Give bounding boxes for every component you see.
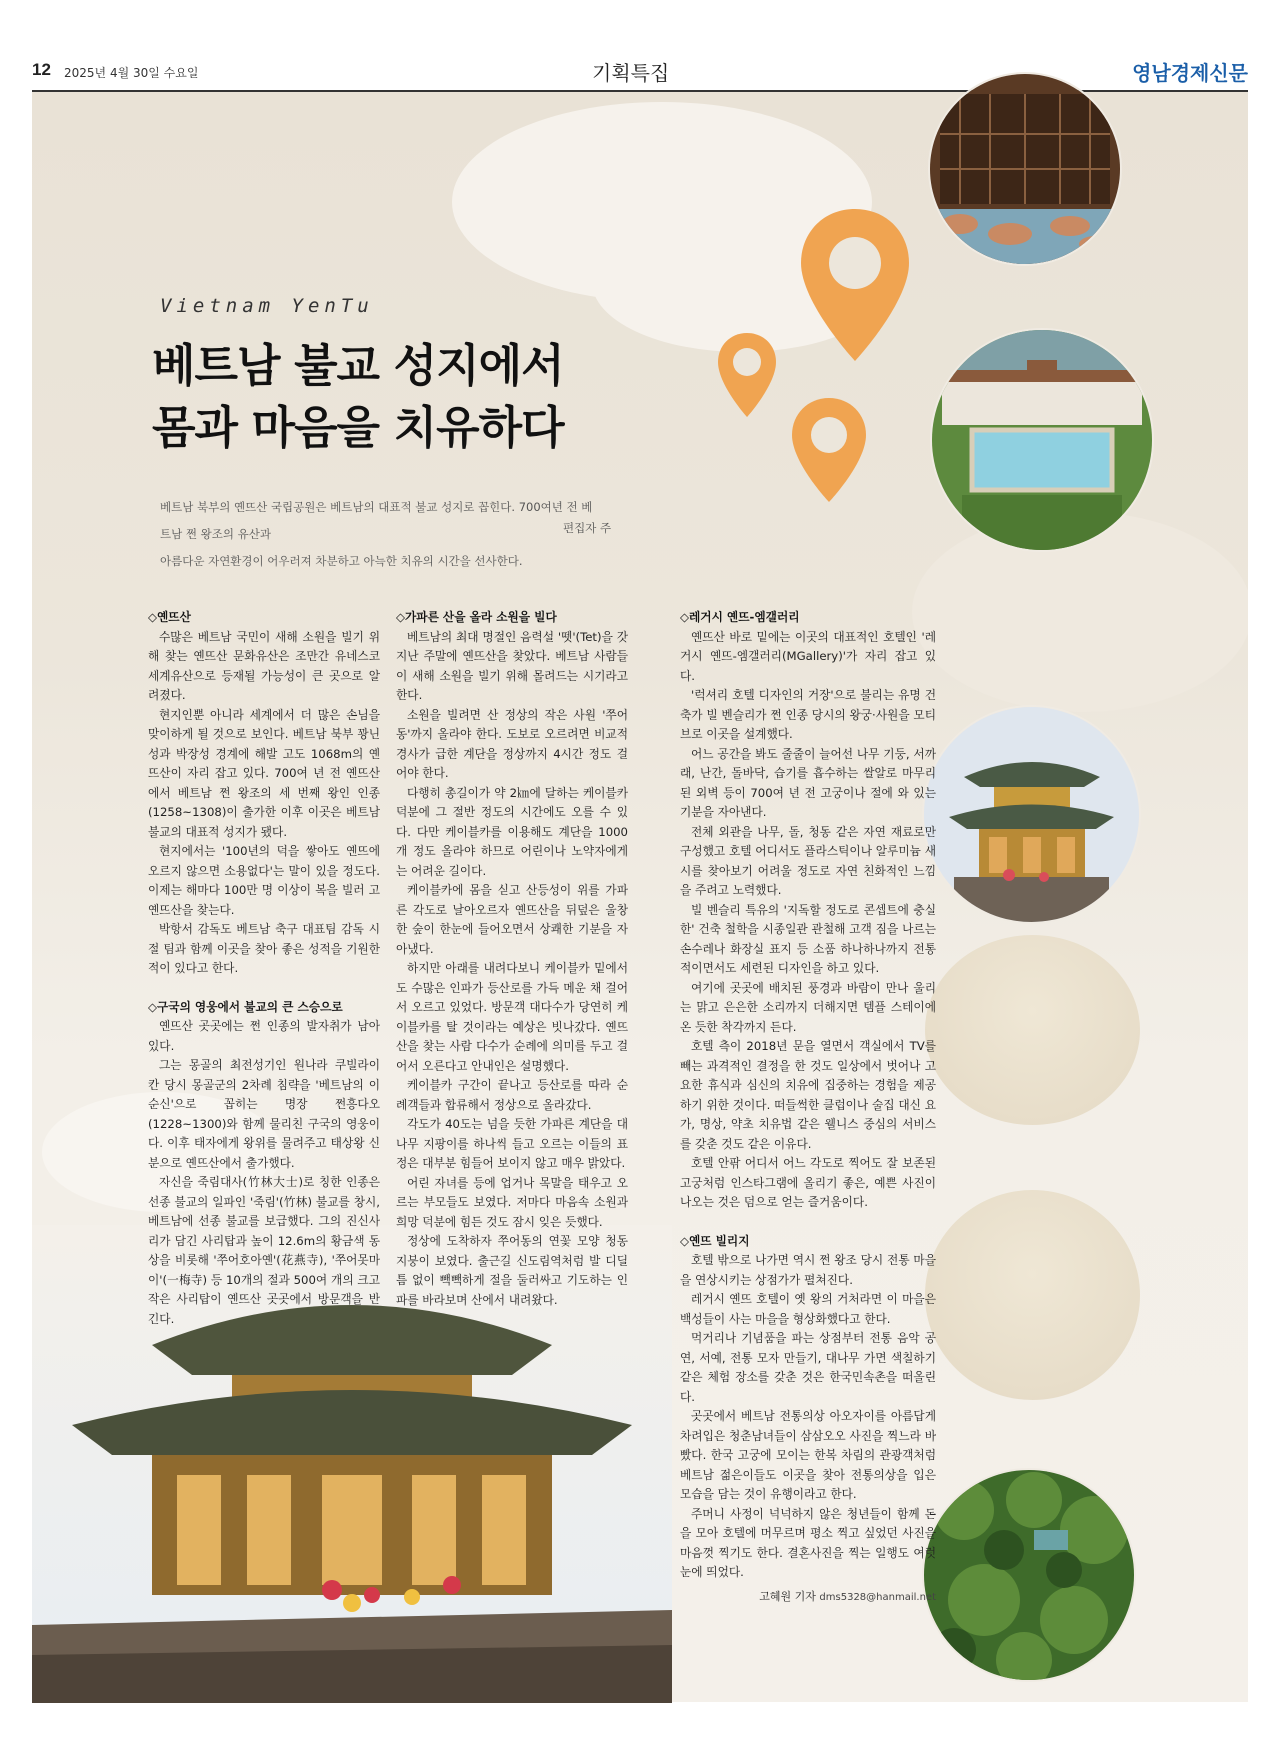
paragraph: 먹거리나 기념품을 파는 상점부터 전통 음악 공연, 서예, 전통 모자 만들기, 대나무 가면 색칠하기 같은 체험 장소를 갖춘 것은 한국민속촌을 떠올린다. <box>680 1331 936 1404</box>
paragraph: 레거시 옌뜨 호텔이 옛 왕의 거처라면 이 마을은 백성들이 사는 마을을 형상화했다고 한다. <box>680 1292 936 1326</box>
hotel-aerial-photo <box>930 328 1154 552</box>
paragraph: 다행히 총길이가 약 2㎞에 달하는 케이블카 덕분에 그 절반 정도의 시간에도 오를 수 있다. 다만 케이블카를 이용해도 계단을 1000개 정도 올라야 하므로 어린이나 노약자에게는 어려운 길이다. <box>396 785 628 878</box>
subheading: ◇가파른 산을 올라 소원을 빌다 <box>396 610 557 624</box>
paragraph: 그는 몽골의 최전성기인 원나라 쿠빌라이 칸 당시 몽골군의 2차례 침략을 '베트남의 이순신'으로 꼽히는 명장 쩐흥다오(1228~1300)와 함께 물리친 구국의 영웅이다. 이후 태자에게 왕위를 물려주고 태상왕 신분으로 옌뜨산에서 출가했다. <box>148 1058 380 1170</box>
paragraph: 자신을 죽림대사(竹林大士)로 칭한 인종은 선종 불교의 일파인 '죽림'(竹林) 불교를 창시, 베트남에 선종 불교를 보급했다. 그의 진신사리가 담긴 사리탑과 높이 12.6m의 황금색 동상을 비롯해 '쭈어호아옌'(花燕寺), '쭈어못마이'(一梅寺) 등 10개의 절과 500여 개의 크고 작은 사리탑이 옌뜨산 곳곳에서 방문객을 반긴다. <box>148 1175 380 1326</box>
decorative-circle <box>925 935 1140 1125</box>
lead-line: 베트남 북부의 옌뜨산 국립공원은 베트남의 대표적 불교 성지로 꼽힌다. 700여년 전 베트남 쩐 왕조의 유산과 <box>160 500 593 541</box>
paragraph: 베트남의 최대 명절인 음력설 '뗏'(Tet)을 갓 지난 주말에 옌뜨산을 찾았다. 베트남 사람들이 새해 소원을 빌기 위해 몰려드는 시기라고 한다. <box>396 629 628 702</box>
article-column-2 <box>396 608 628 1310</box>
headline <box>152 335 564 459</box>
paragraph: 소원을 빌려면 산 정상의 작은 사원 '쭈어동'까지 올라야 한다. 도보로 오르려면 비교적 경사가 급한 계단을 정상까지 4시간 정도 걸어야 한다. <box>396 707 628 780</box>
pagoda-small-photo <box>922 705 1141 924</box>
paragraph: 옌뜨산 바로 밑에는 이곳의 대표적인 호텔인 '레거시 옌뜨-엠갤러리(MGallery)'가 자리 잡고 있다. <box>680 629 936 683</box>
paragraph: 여기에 곳곳에 배치된 풍경과 바람이 만나 울리는 맑고 은은한 소리까지 더해지면 템플 스테이에 온 듯한 착각까지 든다. <box>680 980 936 1034</box>
byline-email[interactable]: dms5328@hanmail.net <box>819 1591 936 1603</box>
kicker: Vietnam YenTu <box>160 295 374 317</box>
paragraph: 정상에 도착하자 쭈어동의 연꽃 모양 청동 지붕이 보였다. 출근길 신도림역처럼 발 디딜 틈 없이 빽빽하게 절을 둘러싸고 기도하는 인파를 바라보며 산에서 내려왔다. <box>396 1234 628 1307</box>
byline-name: 고혜원 기자 <box>759 1589 816 1603</box>
paragraph: 호텔 밖으로 나가면 역시 쩐 왕조 당시 전통 마을을 연상시키는 상점가가 펼쳐진다. <box>680 1253 936 1287</box>
newspaper-name[interactable]: 영남경제신문 <box>1132 61 1248 85</box>
paragraph: 각도가 40도는 넘을 듯한 가파른 계단을 대나무 지팡이를 하나씩 들고 오르는 이들의 표정은 대부분 힘들어 보이지 않고 매우 밝았다. <box>396 1117 628 1170</box>
paragraph: 수많은 베트남 국민이 새해 소원을 빌기 위해 찾는 옌뜨산 문화유산은 조만간 유네스코 세계유산으로 등재될 가능성이 큰 곳으로 알려졌다. <box>148 629 380 702</box>
article-column-3 <box>680 608 936 1607</box>
paragraph: 어린 자녀를 등에 업거나 목말을 태우고 오르는 부모들도 보였다. 저마다 마음속 소원과 희망 덕분에 힘든 것도 잠시 잊은 듯했다. <box>396 1175 628 1229</box>
location-pin-icon <box>715 330 779 420</box>
article-column-1 <box>148 608 380 1329</box>
paragraph: 곳곳에서 베트남 전통의상 아오자이를 아름답게 차려입은 청춘남녀들이 삼삼오오 사진을 찍느라 바빴다. 한국 고궁에 모이는 한복 차림의 관광객처럼 베트남 젊은이들도 이곳을 찾아 전통의상을 입은 모습을 담는 것이 유행이라고 한다. <box>680 1409 936 1501</box>
location-pin-icon <box>788 395 870 505</box>
decorative-circle <box>925 1190 1140 1400</box>
paragraph: '럭셔리 호텔 디자인의 거장'으로 불리는 유명 건축가 빌 벤슬리가 쩐 인종 당시의 왕궁·사원을 모티브로 이곳을 설계했다. <box>680 688 936 741</box>
paragraph: 호텔 안팎 어디서 어느 각도로 찍어도 잘 보존된 고궁처럼 인스타그램에 올리기 좋은, 예쁜 사진이 나오는 것은 덤으로 얻는 즐거움이다. <box>680 1156 936 1209</box>
hotel-interior-photo <box>928 72 1122 266</box>
lead-line: 아름다운 자연환경이 어우러져 차분하고 아늑한 치유의 시간을 선사한다. <box>160 554 523 568</box>
location-pin-icon <box>795 205 915 365</box>
subheading: ◇옌뜨산 <box>148 610 191 624</box>
section-title: 기획특집 <box>592 61 670 85</box>
paragraph: 전체 외관을 나무, 돌, 청동 같은 자연 재료로만 구성했고 호텔 어디서도 플라스틱이나 알루미늄 새시를 찾아보기 어려울 정도로 자연 친화적인 느낌을 주려고 노력했다. <box>680 824 936 897</box>
byline <box>680 1587 936 1608</box>
paragraph: 옌뜨산 곳곳에는 쩐 인종의 발자취가 남아 있다. <box>148 1019 380 1053</box>
headline-line: 몸과 마음을 치유하다 <box>152 401 564 454</box>
paragraph: 현지인뿐 아니라 세계에서 더 많은 손님을 맞이하게 될 것으로 보인다. 베트남 북부 꽝닌성과 박장성 경계에 해발 고도 1068m의 옌뜨산이 자리 잡고 있다. 700여 년 전 옌뜨산에서 베트남 쩐 왕조의 세 번째 왕인 인종(1258~1308)이 출가한 이후 이곳은 베트남 불교의 대표적 성지가 됐다. <box>148 707 380 839</box>
paragraph: 케이블카에 몸을 싣고 산등성이 위를 가파른 각도로 날아오르자 옌뜨산을 뒤덮은 울창한 숲이 한눈에 들어오면서 상쾌한 기분을 자아냈다. <box>396 883 628 956</box>
subheading: ◇옌뜨 빌리지 <box>680 1233 750 1248</box>
headline-line: 베트남 불교 성지에서 <box>152 339 564 392</box>
forest-aerial-photo <box>922 1468 1136 1682</box>
editor-note: 편집자 주 <box>563 521 612 535</box>
subheading: ◇레거시 옌뜨-엠갤러리 <box>680 610 800 624</box>
paragraph: 빌 벤슬리 특유의 '지독할 정도로 콘셉트에 충실한' 건축 철학을 시종일관 관철해 고객 짐을 나르는 손수레나 화장실 표지 등 소품 하나하나까지 전통적이면서도 세련된 디자인을 하고 있다. <box>680 902 936 975</box>
paragraph: 현지에서는 '100년의 덕을 쌓아도 옌뜨에 오르지 않으면 소용없다'는 말이 있을 정도다. 이제는 해마다 100만 명 이상이 복을 빌러 고 옌뜨산을 찾는다. <box>148 844 380 917</box>
paragraph: 주머니 사정이 넉넉하지 않은 청년들이 함께 돈을 모아 호텔에 머무르며 평소 찍고 싶었던 사진을 마음껏 찍기도 한다. 결혼사진을 찍는 일행도 여럿 눈에 띄었다. <box>680 1506 936 1579</box>
lead-paragraph <box>160 494 600 575</box>
issue-date: 2025년 4월 30일 수요일 <box>64 66 199 80</box>
paragraph: 하지만 아래를 내려다보니 케이블카 밑에서도 수많은 인파가 등산로를 가득 메운 채 걸어서 오르고 있었다. 방문객 대다수가 당연히 케이블카를 탈 것이라는 예상은 빗나갔다. 옌뜨산을 찾는 사람 다수가 순례에 의미를 두고 걸어서 오른다고 안내인은 설명했다. <box>396 961 628 1073</box>
page-number: 12 <box>32 60 51 79</box>
paragraph: 어느 공간을 봐도 줄줄이 늘어선 나무 기둥, 서까래, 난간, 돌바닥, 습기를 흡수하는 쌀알로 마무리된 외벽 등이 700여 년 전 고궁이나 절에 와 있는 기분을 자아낸다. <box>680 746 936 819</box>
subheading: ◇구국의 영웅에서 불교의 큰 스승으로 <box>148 999 343 1014</box>
paragraph: 호텔 측이 2018년 문을 열면서 객실에서 TV를 빼는 과격적인 결정을 한 것도 일상에서 벗어나 고요한 휴식과 심신의 치유에 집중하는 경험을 제공하기 위한 것이다. 떠들썩한 클럽이나 술집 대신 요가, 명상, 약초 치유법 같은 웰니스 중심의 서비스를 갖춘 것도 같은 이유다. <box>680 1039 936 1151</box>
paragraph: 박항서 감독도 베트남 축구 대표팀 감독 시절 팀과 함께 이곳을 찾아 좋은 성적을 기원한 적이 있다고 한다. <box>148 922 380 975</box>
paragraph: 케이블카 구간이 끝나고 등산로를 따라 순례객들과 합류해서 정상으로 올라갔다. <box>396 1078 628 1112</box>
